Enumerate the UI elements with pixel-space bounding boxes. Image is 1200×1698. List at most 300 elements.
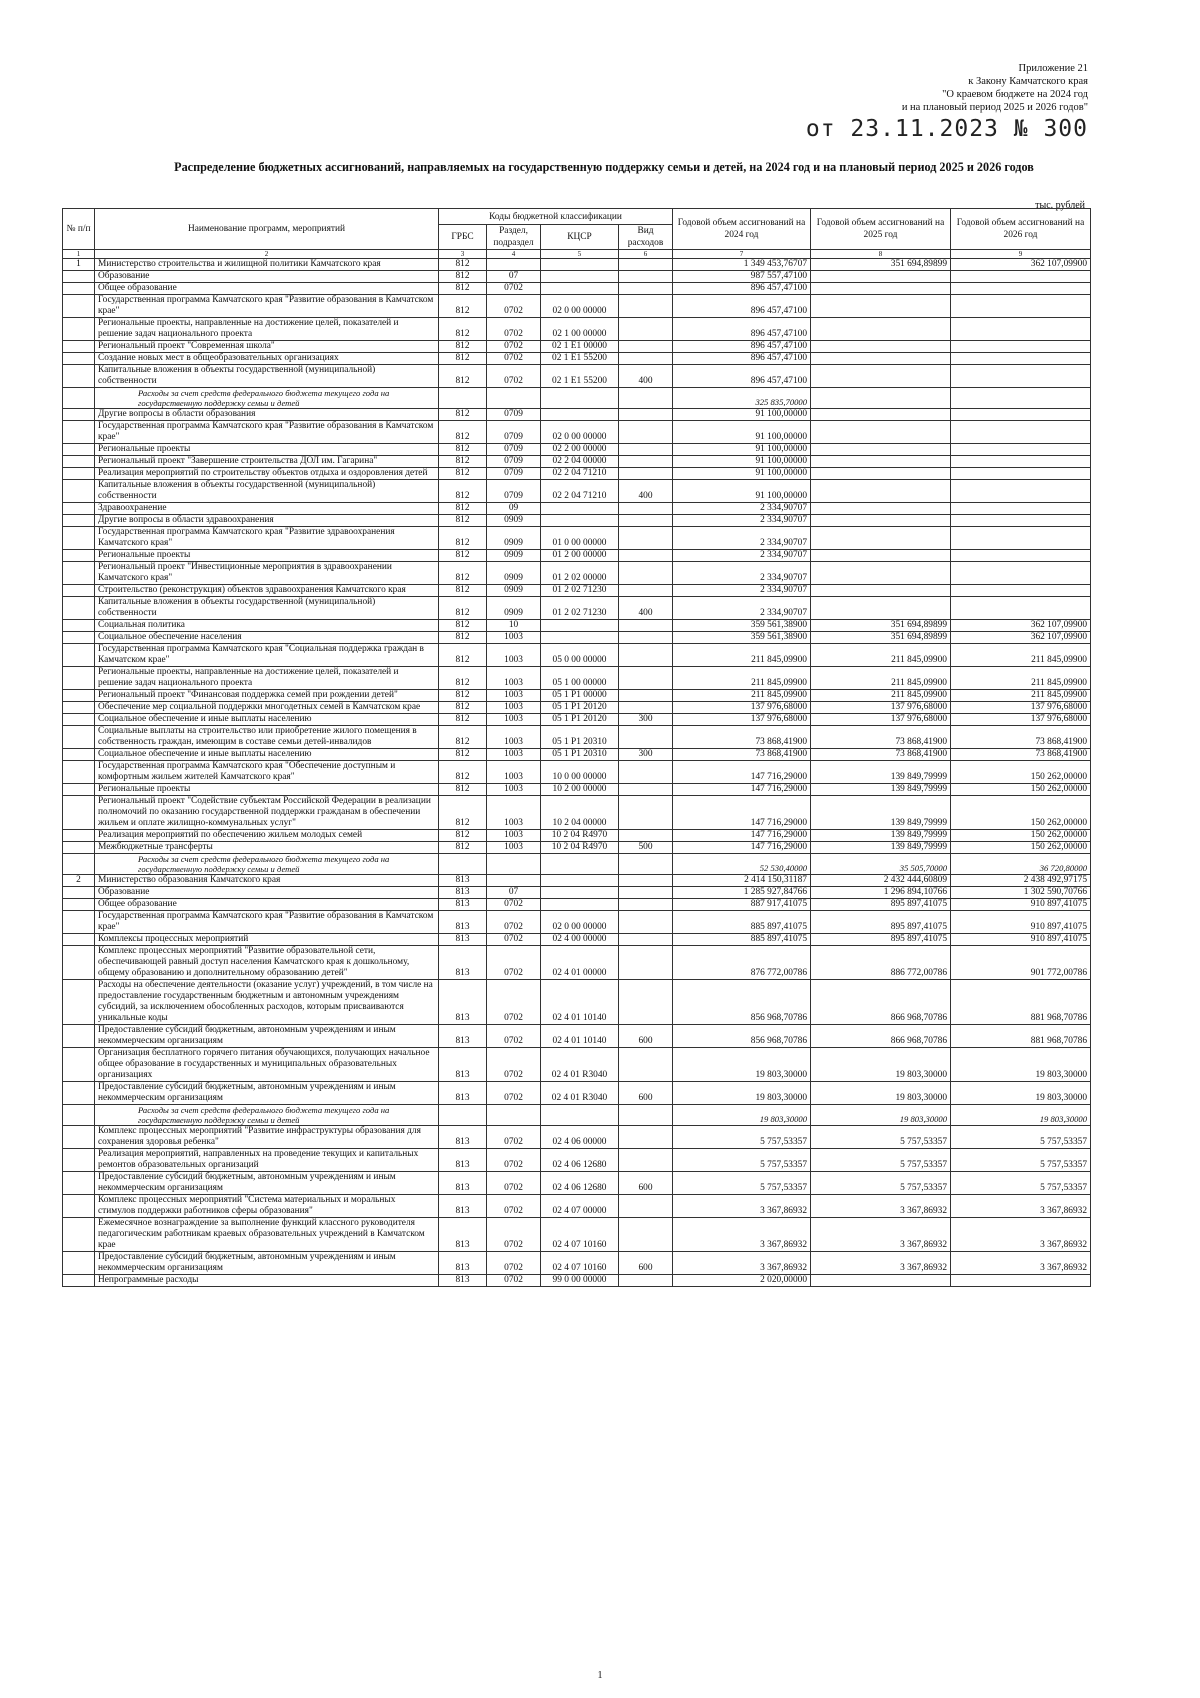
row-vr (619, 1275, 673, 1287)
row-kcsr: 02 4 06 12680 (541, 1149, 619, 1172)
row-amount-2025 (811, 562, 951, 585)
table-row (63, 714, 1091, 726)
row-name: Организация бесплатного горячего питания обучающихся, получающих начальное общее образование в государственных и муниципальных образовательных организациях (95, 1048, 439, 1082)
row-name: Государственная программа Камчатского края "Развитие здравоохранения Камчатского края" (95, 527, 439, 550)
table-row (63, 620, 1091, 632)
row-amount-2026: 150 262,00000 (951, 784, 1091, 796)
row-amount-2026 (951, 503, 1091, 515)
row-number (63, 1195, 95, 1218)
row-section: 0702 (487, 911, 541, 934)
row-vr (619, 295, 673, 318)
row-kcsr (541, 271, 619, 283)
table-row (63, 353, 1091, 365)
row-kcsr: 02 2 04 71210 (541, 480, 619, 503)
row-vr (619, 726, 673, 749)
row-section: 0702 (487, 1126, 541, 1149)
row-vr (619, 271, 673, 283)
row-vr: 300 (619, 714, 673, 726)
row-amount-2024: 987 557,47100 (673, 271, 811, 283)
row-amount-2024: 137 976,68000 (673, 714, 811, 726)
row-number (63, 946, 95, 980)
table-row (63, 1172, 1091, 1195)
row-section: 0909 (487, 527, 541, 550)
row-grbs (439, 388, 487, 409)
row-number (63, 1149, 95, 1172)
row-amount-2025: 35 505,70000 (811, 854, 951, 875)
row-amount-2024: 896 457,47100 (673, 365, 811, 388)
row-name: Государственная программа Камчатского края "Развитие образования в Камчатском крае" (95, 911, 439, 934)
row-vr (619, 854, 673, 875)
row-kcsr: 02 1 00 00000 (541, 318, 619, 341)
row-number (63, 480, 95, 503)
row-amount-2026: 910 897,41075 (951, 934, 1091, 946)
row-amount-2025: 19 803,30000 (811, 1105, 951, 1126)
row-number (63, 749, 95, 761)
row-number (63, 899, 95, 911)
budget-table (62, 208, 1091, 1287)
row-grbs: 813 (439, 899, 487, 911)
header-num: № п/п (63, 209, 95, 250)
row-name (95, 854, 439, 875)
row-grbs: 812 (439, 271, 487, 283)
row-vr (619, 283, 673, 295)
row-amount-2026 (951, 271, 1091, 283)
table-row (63, 444, 1091, 456)
table-row (63, 1275, 1091, 1287)
table-row (63, 1252, 1091, 1275)
appendix-line: и на плановый период 2025 и 2026 годов" (901, 102, 1088, 113)
row-amount-2026 (951, 515, 1091, 527)
row-amount-2026 (951, 295, 1091, 318)
row-amount-2026: 3 367,86932 (951, 1252, 1091, 1275)
row-section: 07 (487, 271, 541, 283)
row-number (63, 1172, 95, 1195)
row-amount-2026 (951, 409, 1091, 421)
row-amount-2026: 211 845,09900 (951, 644, 1091, 667)
row-section (487, 388, 541, 409)
row-kcsr (541, 283, 619, 295)
row-number (63, 295, 95, 318)
row-amount-2026 (951, 388, 1091, 409)
note-text: Расходы за счет средств федерального бюджета текущего года на государственную поддержку семьи и детей (138, 388, 390, 408)
row-kcsr: 01 0 00 00000 (541, 527, 619, 550)
document-title: Распределение бюджетных ассигнований, направляемых на государственную поддержку семьи и детей, на 2024 год и на плановый период 2025 и 2026 годов (174, 160, 1034, 174)
row-grbs: 812 (439, 830, 487, 842)
row-amount-2026: 5 757,53357 (951, 1126, 1091, 1149)
row-number (63, 365, 95, 388)
table-row (63, 585, 1091, 597)
row-amount-2025 (811, 283, 951, 295)
row-name: Реализация мероприятий по обеспечению жильем молодых семей (95, 830, 439, 842)
row-vr (619, 632, 673, 644)
row-section: 0709 (487, 456, 541, 468)
row-amount-2025 (811, 456, 951, 468)
row-vr (619, 585, 673, 597)
row-amount-2026: 901 772,00786 (951, 946, 1091, 980)
row-grbs: 812 (439, 714, 487, 726)
table-row (63, 702, 1091, 714)
row-section: 09 (487, 503, 541, 515)
row-name: Образование (95, 887, 439, 899)
row-kcsr: 05 1 Р1 20310 (541, 726, 619, 749)
row-section: 07 (487, 887, 541, 899)
row-amount-2024: 91 100,00000 (673, 444, 811, 456)
row-grbs: 812 (439, 409, 487, 421)
row-amount-2024: 856 968,70786 (673, 980, 811, 1025)
row-amount-2024: 885 897,41075 (673, 934, 811, 946)
row-vr (619, 1105, 673, 1126)
row-grbs: 812 (439, 283, 487, 295)
table-row (63, 784, 1091, 796)
row-amount-2024: 5 757,53357 (673, 1172, 811, 1195)
table-row (63, 503, 1091, 515)
row-amount-2025: 5 757,53357 (811, 1172, 951, 1195)
row-vr (619, 409, 673, 421)
row-vr (619, 911, 673, 934)
row-kcsr (541, 409, 619, 421)
row-vr (619, 1048, 673, 1082)
row-vr (619, 690, 673, 702)
row-amount-2024: 876 772,00786 (673, 946, 811, 980)
header-grbs: ГРБС (439, 225, 487, 250)
row-amount-2024: 5 757,53357 (673, 1149, 811, 1172)
row-number (63, 515, 95, 527)
row-amount-2025: 139 849,79999 (811, 761, 951, 784)
row-amount-2025: 19 803,30000 (811, 1048, 951, 1082)
row-amount-2026 (951, 341, 1091, 353)
table-row (63, 1195, 1091, 1218)
table-row (63, 318, 1091, 341)
row-vr: 600 (619, 1082, 673, 1105)
row-amount-2025 (811, 365, 951, 388)
row-amount-2026 (951, 550, 1091, 562)
row-grbs: 812 (439, 456, 487, 468)
row-amount-2025 (811, 503, 951, 515)
appendix-line: Приложение 21 (1018, 63, 1088, 74)
row-grbs: 813 (439, 1275, 487, 1287)
row-name: Капитальные вложения в объекты государственной (муниципальной) собственности (95, 480, 439, 503)
row-name: Региональные проекты, направленные на достижение целей, показателей и решение задач национального проекта (95, 667, 439, 690)
row-section: 0702 (487, 899, 541, 911)
row-vr (619, 667, 673, 690)
row-number: 1 (63, 259, 95, 271)
row-vr (619, 468, 673, 480)
row-number (63, 597, 95, 620)
row-amount-2025: 895 897,41075 (811, 934, 951, 946)
row-kcsr (541, 632, 619, 644)
row-section: 1003 (487, 796, 541, 830)
row-number (63, 456, 95, 468)
table-row (63, 946, 1091, 980)
row-amount-2024: 73 868,41900 (673, 726, 811, 749)
row-amount-2026: 362 107,09900 (951, 632, 1091, 644)
row-name: Социальное обеспечение населения (95, 632, 439, 644)
row-section: 0909 (487, 550, 541, 562)
row-vr (619, 830, 673, 842)
row-amount-2025: 1 296 894,10766 (811, 887, 951, 899)
row-section: 0702 (487, 365, 541, 388)
row-amount-2024: 147 716,29000 (673, 761, 811, 784)
date-number-stamp: от 23.11.2023 № 300 (805, 116, 1088, 142)
row-kcsr: 02 4 06 00000 (541, 1126, 619, 1149)
row-amount-2025: 351 694,89899 (811, 259, 951, 271)
row-grbs: 812 (439, 444, 487, 456)
table-row (63, 749, 1091, 761)
table-row (63, 911, 1091, 934)
col-number: 9 (951, 250, 1091, 259)
row-amount-2025: 3 367,86932 (811, 1195, 951, 1218)
row-amount-2024: 856 968,70786 (673, 1025, 811, 1048)
header-codes-group: Коды бюджетной классификации (439, 209, 673, 225)
row-number (63, 644, 95, 667)
row-name: Образование (95, 271, 439, 283)
row-amount-2024: 211 845,09900 (673, 690, 811, 702)
row-amount-2025 (811, 597, 951, 620)
row-name: Социальное обеспечение и иные выплаты населению (95, 714, 439, 726)
table-row (63, 341, 1091, 353)
row-name: Региональные проекты, направленные на достижение целей, показателей и решение задач национального проекта (95, 318, 439, 341)
row-vr (619, 980, 673, 1025)
table-row (63, 1218, 1091, 1252)
row-grbs: 812 (439, 597, 487, 620)
row-name: Региональный проект "Содействие субъектам Российской Федерации в реализации полномочий по оказанию государственной поддержки гражданам в обеспечении жильем и оплате жилищно-коммунальных услуг" (95, 796, 439, 830)
row-number (63, 726, 95, 749)
row-amount-2025 (811, 295, 951, 318)
row-name: Комплекс процессных мероприятий "Система материальных и моральных стимулов поддержки работников сферы образования" (95, 1195, 439, 1218)
column-number-row (63, 250, 1091, 259)
row-name: Государственная программа Камчатского края "Социальная поддержка граждан в Камчатском крае" (95, 644, 439, 667)
row-vr (619, 515, 673, 527)
row-kcsr (541, 875, 619, 887)
row-amount-2025: 3 367,86932 (811, 1252, 951, 1275)
row-kcsr: 02 4 07 00000 (541, 1195, 619, 1218)
row-amount-2025: 139 849,79999 (811, 842, 951, 854)
row-grbs: 812 (439, 480, 487, 503)
row-amount-2025: 73 868,41900 (811, 749, 951, 761)
row-grbs: 812 (439, 527, 487, 550)
row-kcsr: 05 1 Р1 20120 (541, 702, 619, 714)
row-name: Государственная программа Камчатского края "Обеспечение доступным и комфортным жильем жителей Камчатского края" (95, 761, 439, 784)
row-amount-2025: 3 367,86932 (811, 1218, 951, 1252)
row-vr (619, 761, 673, 784)
row-amount-2024: 91 100,00000 (673, 456, 811, 468)
table-row (63, 259, 1091, 271)
row-amount-2024: 91 100,00000 (673, 409, 811, 421)
row-number (63, 1105, 95, 1126)
row-kcsr: 02 0 00 00000 (541, 911, 619, 934)
row-section: 0709 (487, 468, 541, 480)
units-label: тыс. рублей (1035, 200, 1085, 211)
row-grbs: 812 (439, 702, 487, 714)
row-amount-2026 (951, 365, 1091, 388)
row-section: 0702 (487, 1082, 541, 1105)
row-amount-2025: 895 897,41075 (811, 899, 951, 911)
table-row-note (63, 388, 1091, 409)
row-kcsr (541, 515, 619, 527)
row-amount-2025: 886 772,00786 (811, 946, 951, 980)
row-vr (619, 1126, 673, 1149)
row-amount-2024: 359 561,38900 (673, 632, 811, 644)
row-amount-2026: 5 757,53357 (951, 1172, 1091, 1195)
row-amount-2025 (811, 353, 951, 365)
row-number (63, 796, 95, 830)
row-number (63, 341, 95, 353)
row-name: Социальная политика (95, 620, 439, 632)
row-name: Региональные проекты (95, 550, 439, 562)
col-number: 1 (63, 250, 95, 259)
row-number (63, 444, 95, 456)
col-number: 6 (619, 250, 673, 259)
table-row (63, 980, 1091, 1025)
row-amount-2024: 91 100,00000 (673, 421, 811, 444)
row-kcsr: 10 0 00 00000 (541, 761, 619, 784)
row-amount-2026: 5 757,53357 (951, 1149, 1091, 1172)
row-name: Региональные проекты (95, 784, 439, 796)
col-number: 4 (487, 250, 541, 259)
row-amount-2026: 211 845,09900 (951, 690, 1091, 702)
row-amount-2025 (811, 585, 951, 597)
row-amount-2026: 73 868,41900 (951, 726, 1091, 749)
row-number (63, 1126, 95, 1149)
row-grbs: 812 (439, 585, 487, 597)
row-name: Межбюджетные трансферты (95, 842, 439, 854)
row-number (63, 388, 95, 409)
row-amount-2024: 147 716,29000 (673, 842, 811, 854)
row-amount-2026 (951, 456, 1091, 468)
row-name: Государственная программа Камчатского края "Развитие образования в Камчатском крае" (95, 421, 439, 444)
row-vr (619, 259, 673, 271)
row-grbs: 812 (439, 259, 487, 271)
row-grbs (439, 854, 487, 875)
row-vr: 600 (619, 1025, 673, 1048)
row-amount-2025 (811, 515, 951, 527)
row-kcsr: 05 1 Р1 00000 (541, 690, 619, 702)
table-row (63, 527, 1091, 550)
row-amount-2024: 147 716,29000 (673, 784, 811, 796)
row-amount-2026 (951, 468, 1091, 480)
row-amount-2024: 52 530,40000 (673, 854, 811, 875)
row-vr (619, 341, 673, 353)
row-amount-2024: 19 803,30000 (673, 1105, 811, 1126)
row-grbs: 812 (439, 562, 487, 585)
table-row (63, 480, 1091, 503)
row-grbs: 812 (439, 796, 487, 830)
col-number: 8 (811, 250, 951, 259)
row-number (63, 702, 95, 714)
row-section: 0702 (487, 295, 541, 318)
row-amount-2024: 896 457,47100 (673, 353, 811, 365)
row-section: 0702 (487, 980, 541, 1025)
row-section: 1003 (487, 714, 541, 726)
row-name: Социальное обеспечение и иные выплаты населению (95, 749, 439, 761)
row-amount-2026 (951, 318, 1091, 341)
row-name (95, 388, 439, 409)
row-vr (619, 503, 673, 515)
row-amount-2024: 896 457,47100 (673, 341, 811, 353)
row-vr (619, 456, 673, 468)
row-section: 1003 (487, 749, 541, 761)
row-name: Расходы на обеспечение деятельности (оказание услуг) учреждений, в том числе на предоставление государственным бюджетным и автономным учреждениям субсидий, за исключением обособленных расходов, которым присваиваются уникальные коды (95, 980, 439, 1025)
row-kcsr: 02 2 00 00000 (541, 444, 619, 456)
table-row (63, 562, 1091, 585)
row-section: 10 (487, 620, 541, 632)
row-name: Предоставление субсидий бюджетным, автономным учреждениям и иным некоммерческим организациям (95, 1082, 439, 1105)
row-number (63, 690, 95, 702)
row-vr (619, 875, 673, 887)
row-number (63, 409, 95, 421)
row-section: 1003 (487, 761, 541, 784)
row-grbs: 812 (439, 365, 487, 388)
row-amount-2025: 5 757,53357 (811, 1149, 951, 1172)
table-row (63, 667, 1091, 690)
page-number: 1 (597, 1670, 603, 1681)
row-grbs: 812 (439, 353, 487, 365)
row-vr (619, 644, 673, 667)
row-amount-2025: 866 968,70786 (811, 1025, 951, 1048)
row-kcsr: 01 2 02 71230 (541, 597, 619, 620)
row-amount-2026: 362 107,09900 (951, 259, 1091, 271)
header-2024: Годовой объем ассигнований на 2024 год (673, 209, 811, 250)
row-kcsr: 01 2 02 00000 (541, 562, 619, 585)
row-section: 0702 (487, 1252, 541, 1275)
row-amount-2026 (951, 421, 1091, 444)
row-grbs: 812 (439, 468, 487, 480)
row-kcsr (541, 503, 619, 515)
row-number (63, 1082, 95, 1105)
table-row (63, 271, 1091, 283)
row-amount-2025: 895 897,41075 (811, 911, 951, 934)
row-name (95, 1105, 439, 1126)
row-amount-2025: 137 976,68000 (811, 714, 951, 726)
row-amount-2025 (811, 527, 951, 550)
row-number (63, 527, 95, 550)
row-amount-2026 (951, 527, 1091, 550)
row-section: 0702 (487, 934, 541, 946)
table-row (63, 761, 1091, 784)
row-grbs: 813 (439, 1218, 487, 1252)
row-number (63, 934, 95, 946)
row-kcsr (541, 899, 619, 911)
row-grbs: 812 (439, 761, 487, 784)
row-section (487, 259, 541, 271)
note-text: Расходы за счет средств федерального бюджета текущего года на государственную поддержку семьи и детей (138, 854, 390, 874)
row-number (63, 353, 95, 365)
table-row (63, 295, 1091, 318)
row-amount-2026: 19 803,30000 (951, 1105, 1091, 1126)
row-number (63, 318, 95, 341)
row-kcsr (541, 388, 619, 409)
row-vr: 400 (619, 365, 673, 388)
row-amount-2024: 147 716,29000 (673, 796, 811, 830)
header-2025: Годовой объем ассигнований на 2025 год (811, 209, 951, 250)
row-amount-2025 (811, 468, 951, 480)
table-row (63, 1126, 1091, 1149)
row-vr (619, 444, 673, 456)
table-row (63, 830, 1091, 842)
row-amount-2026: 137 976,68000 (951, 714, 1091, 726)
row-section: 1003 (487, 644, 541, 667)
row-grbs: 813 (439, 1252, 487, 1275)
row-vr (619, 887, 673, 899)
row-grbs: 813 (439, 1149, 487, 1172)
row-amount-2024: 211 845,09900 (673, 644, 811, 667)
row-vr (619, 702, 673, 714)
row-name: Региональный проект "Инвестиционные мероприятия в здравоохранении Камчатского края" (95, 562, 439, 585)
row-amount-2024: 211 845,09900 (673, 667, 811, 690)
row-name: Министерство строительства и жилищной политики Камчатского края (95, 259, 439, 271)
row-amount-2026 (951, 353, 1091, 365)
row-amount-2025 (811, 318, 951, 341)
